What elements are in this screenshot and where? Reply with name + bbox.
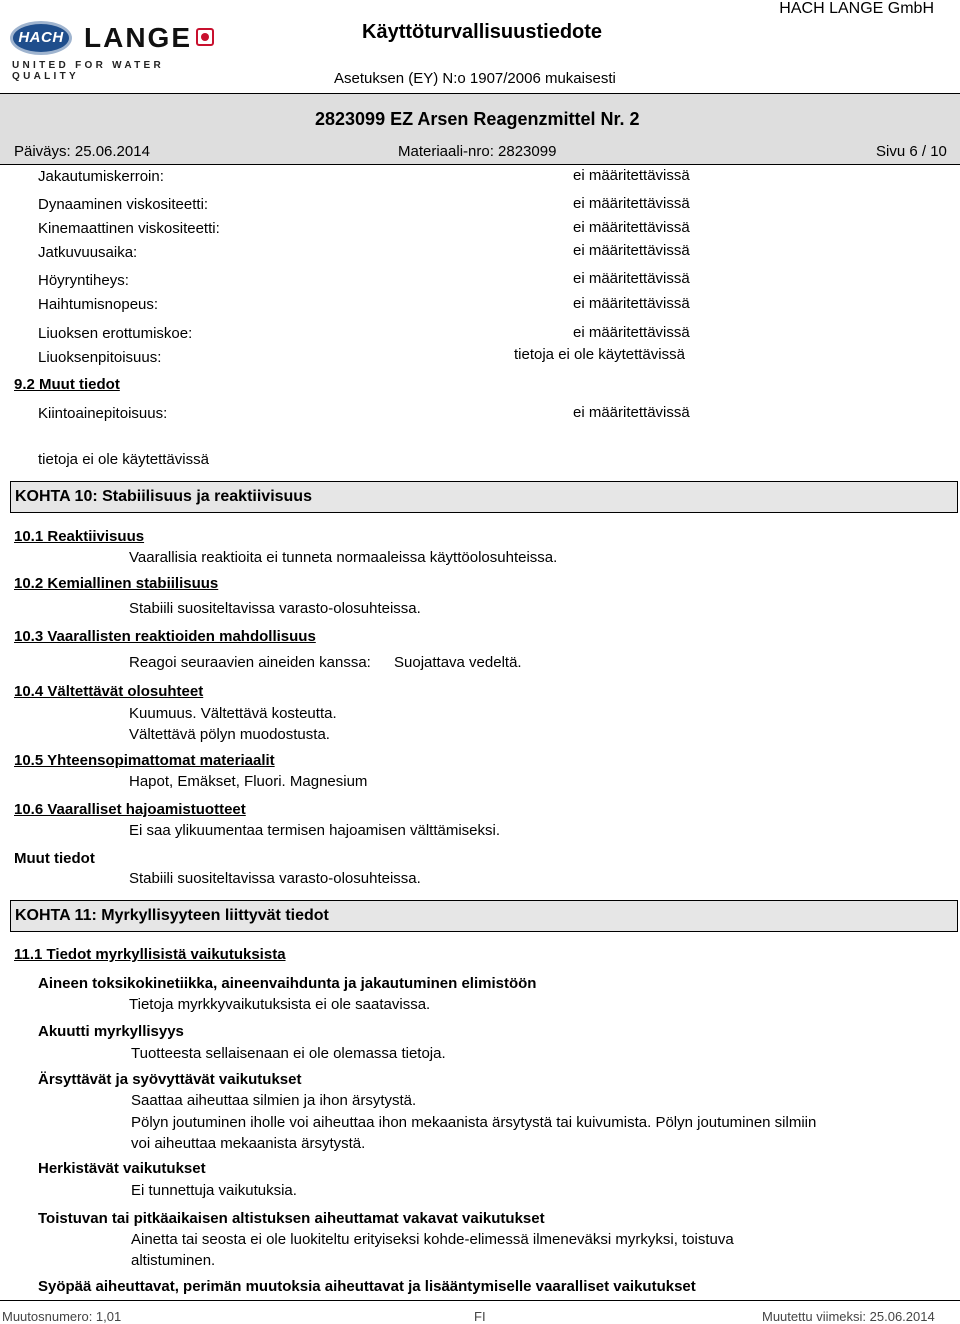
company-name: HACH LANGE GmbH xyxy=(779,0,934,17)
section-10-header: KOHTA 10: Stabiilisuus ja reaktiivisuus xyxy=(10,481,958,513)
body-text: Saattaa aiheuttaa silmien ja ihon ärsytystä. xyxy=(131,1092,417,1109)
property-label: Höyryntiheys: xyxy=(38,272,129,289)
logo-tagline: UNITED FOR WATER QUALITY xyxy=(12,60,165,82)
last-modified: Muutettu viimeksi: 25.06.2014 xyxy=(762,1309,935,1324)
subsection-heading-10-5: 10.5 Yhteensopimattomat materiaalit xyxy=(14,752,275,769)
header-rule-bottom xyxy=(0,164,960,165)
subsection-heading-10-3: 10.3 Vaarallisten reaktioiden mahdollisuus xyxy=(14,628,316,645)
property-label: Haihtumisnopeus: xyxy=(38,296,159,313)
hach-logo-oval: HACH xyxy=(10,21,72,55)
regulation-line: Asetuksen (EY) N:o 1907/2006 mukaisesti xyxy=(334,70,616,87)
footer-rule xyxy=(0,1300,960,1301)
property-label: Jatkuvuusaika: xyxy=(38,244,138,261)
body-text: voi aiheuttaa mekaanista ärsytystä. xyxy=(131,1135,366,1152)
product-name: 2823099 EZ Arsen Reagenzmittel Nr. 2 xyxy=(315,109,640,129)
lange-logo-text: LANGE xyxy=(84,22,192,53)
body-text: altistuminen. xyxy=(131,1252,216,1269)
property-label: Kiintoainepitoisuus: xyxy=(38,405,168,422)
body-text: Pölyn joutuminen iholle voi aiheuttaa ihon mekaanista ärsytystä tai kuivumista. Pölyn joutuminen silmiin xyxy=(131,1114,817,1131)
subsection-heading-10-4: 10.4 Vältettävät olosuhteet xyxy=(14,683,204,700)
body-text: Reagoi seuraavien aineiden kanssa: xyxy=(129,654,371,671)
lange-mark-icon xyxy=(196,28,214,46)
body-text: Ei saa ylikuumentaa termisen hajoamisen välttämiseksi. xyxy=(129,822,500,839)
subsection-heading-10-2: 10.2 Kemiallinen stabiilisuus xyxy=(14,575,219,592)
header-rule-top xyxy=(0,93,960,94)
property-value: ei määritettävissä xyxy=(573,242,690,259)
topic-heading: Syöpää aiheuttavat, perimän muutoksia aiheuttavat ja lisääntymiselle vaaralliset vaikutukset xyxy=(38,1278,696,1295)
material-number: Materiaali-nro: 2823099 xyxy=(398,143,557,160)
issue-date: Päiväys: 25.06.2014 xyxy=(14,143,150,160)
document-title: Käyttöturvallisuustiedote xyxy=(362,21,603,43)
property-label: Dynaaminen viskositeetti: xyxy=(38,196,209,213)
topic-heading: Aineen toksikokinetiikka, aineenvaihdunta ja jakautuminen elimistöön xyxy=(38,975,537,992)
property-value: ei määritettävissä xyxy=(573,167,690,184)
section-11-header: KOHTA 11: Myrkyllisyyteen liittyvät tiedot xyxy=(10,900,958,932)
body-text: Suojattava vedeltä. xyxy=(394,654,522,671)
property-value: ei määritettävissä xyxy=(573,295,690,312)
subsection-heading-9-2: 9.2 Muut tiedot xyxy=(14,376,120,393)
property-label: Kinemaattinen viskositeetti: xyxy=(38,220,220,237)
body-text: Ei tunnettuja vaikutuksia. xyxy=(131,1182,297,1199)
property-value: ei määritettävissä xyxy=(573,324,690,341)
property-label: Liuoksenpitoisuus: xyxy=(38,349,162,366)
subsection-heading-11-1: 11.1 Tiedot myrkyllisistä vaikutuksista xyxy=(14,946,286,963)
subsection-heading-10-6: 10.6 Vaaralliset hajoamistuotteet xyxy=(14,801,246,818)
body-text: Tuotteesta sellaisenaan ei ole olemassa tietoja. xyxy=(131,1045,446,1062)
body-text: Vaarallisia reaktioita ei tunneta normaaleissa käyttöolosuhteissa. xyxy=(129,549,558,566)
subsection-heading-other: Muut tiedot xyxy=(14,850,95,867)
property-value: tietoja ei ole käytettävissä xyxy=(514,346,685,363)
body-text: Ainetta tai seosta ei ole luokiteltu erityiseksi kohde-elimessä ilmeneväksi myrkyksi, toistuva xyxy=(131,1231,734,1248)
body-text: Stabiili suositeltavissa varasto-olosuhteissa. xyxy=(129,870,421,887)
body-text: Stabiili suositeltavissa varasto-olosuhteissa. xyxy=(129,600,421,617)
body-text: Kuumuus. Vältettävä kosteutta. xyxy=(129,705,337,722)
hach-lange-logo xyxy=(10,14,220,82)
subsection-heading-10-1: 10.1 Reaktiivisuus xyxy=(14,528,145,545)
note-text: tietoja ei ole käytettävissä xyxy=(38,451,209,468)
property-value: ei määritettävissä xyxy=(573,195,690,212)
property-label: Liuoksen erottumiskoe: xyxy=(38,325,193,342)
property-value: ei määritettävissä xyxy=(573,219,690,236)
body-text: Tietoja myrkkyvaikutuksista ei ole saatavissa. xyxy=(129,996,431,1013)
revision-number: Muutosnumero: 1,01 xyxy=(2,1309,122,1324)
page-number: Sivu 6 / 10 xyxy=(876,143,947,160)
property-value: ei määritettävissä xyxy=(573,270,690,287)
property-value: ei määritettävissä xyxy=(573,404,690,421)
topic-heading: Toistuvan tai pitkäaikaisen altistuksen aiheuttamat vakavat vaikutukset xyxy=(38,1210,545,1227)
topic-heading: Ärsyttävät ja syövyttävät vaikutukset xyxy=(38,1071,302,1088)
topic-heading: Herkistävät vaikutukset xyxy=(38,1160,206,1177)
body-text: Hapot, Emäkset, Fluori. Magnesium xyxy=(129,773,368,790)
topic-heading: Akuutti myrkyllisyys xyxy=(38,1023,184,1040)
body-text: Vältettävä pölyn muodostusta. xyxy=(129,726,330,743)
property-label: Jakautumiskerroin: xyxy=(38,168,164,185)
language-code: FI xyxy=(474,1309,486,1324)
